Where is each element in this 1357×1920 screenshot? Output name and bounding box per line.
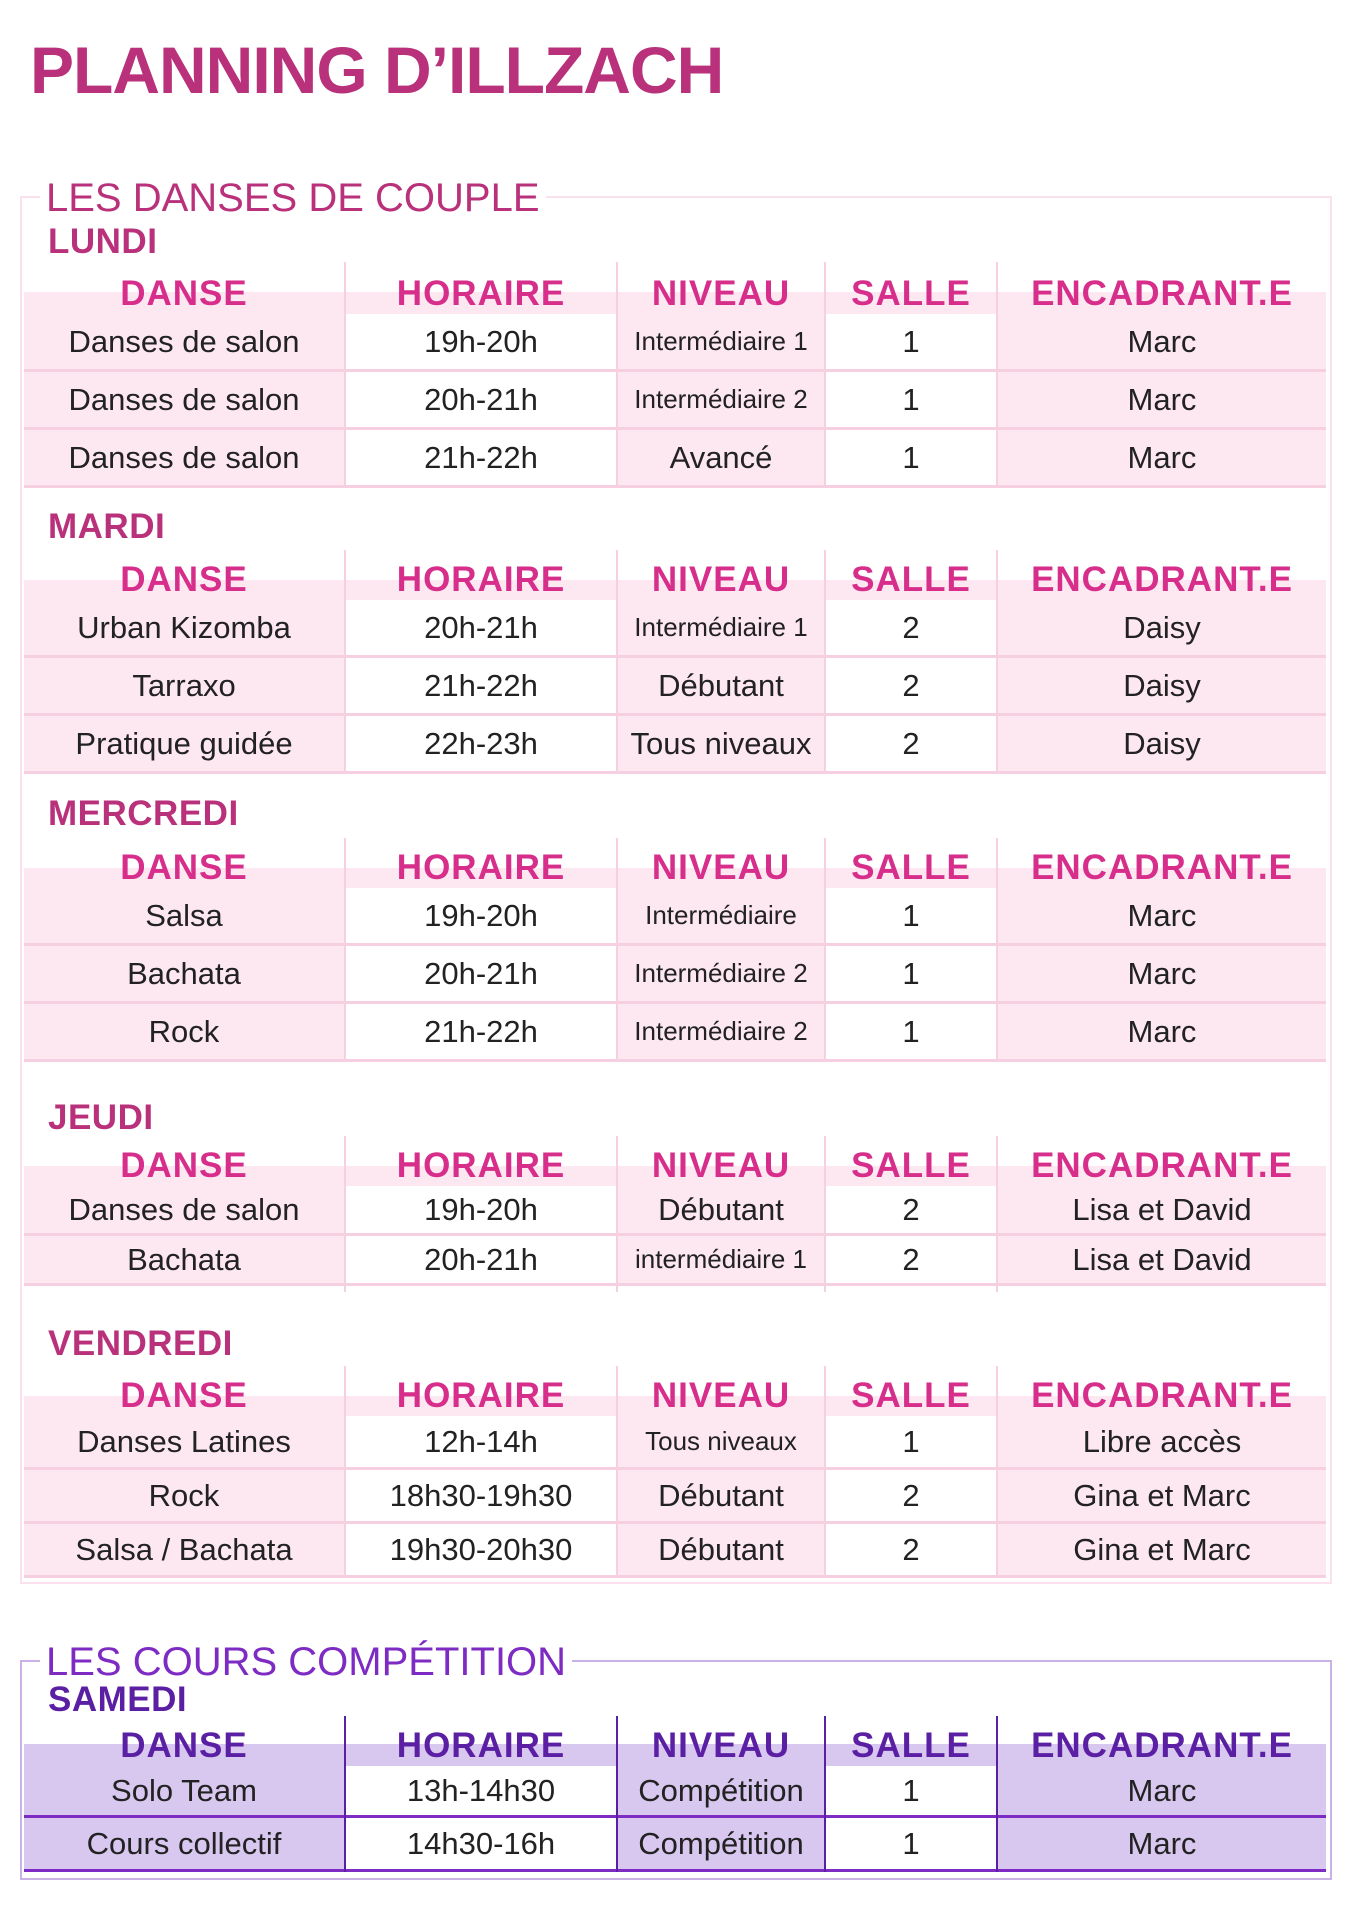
column-divider [824, 1366, 826, 1578]
table-row [24, 1416, 1326, 1470]
column-divider [616, 550, 618, 774]
cell-encadrant: Lisa et David [1072, 1191, 1252, 1227]
day-title-samedi: SAMEDI [48, 1680, 188, 1719]
cell-niveau: Intermédiaire [645, 900, 797, 930]
table-lundi [24, 262, 1326, 488]
table-row [24, 1470, 1326, 1524]
header-niveau: NIVEAU [651, 848, 791, 887]
table-mardi [24, 550, 1326, 776]
table-row [24, 946, 1326, 1004]
cell-niveau: Intermédiaire 2 [634, 384, 808, 414]
day-title-lundi: LUNDI [48, 222, 158, 261]
cell-encadrant: Libre accès [1082, 1423, 1242, 1459]
header-encadrant: ENCADRANT.E [1031, 1726, 1293, 1765]
header-salle: SALLE [851, 560, 971, 599]
cell-horaire: 21h-22h [346, 1004, 616, 1059]
cell-salle: 2 [826, 1186, 996, 1233]
column-divider [344, 262, 346, 488]
header-encadrant: ENCADRANT.E [1031, 560, 1293, 599]
cell-niveau: Intermédiaire 2 [634, 1016, 808, 1046]
column-divider [996, 262, 998, 488]
table-samedi [24, 1716, 1326, 1872]
cell-encadrant: Daisy [1123, 667, 1201, 703]
cell-horaire: 19h30-20h30 [346, 1524, 616, 1575]
cell-encadrant: Gina et Marc [1073, 1531, 1251, 1567]
header-horaire: HORAIRE [396, 274, 566, 313]
column-divider [616, 1136, 618, 1292]
cell-danse: Pratique guidée [75, 725, 293, 761]
cell-niveau: Tous niveaux [630, 725, 812, 761]
header-niveau: NIVEAU [651, 274, 791, 313]
cell-encadrant: Marc [1127, 1013, 1197, 1049]
cell-niveau: Intermédiaire 2 [634, 958, 808, 988]
column-divider [996, 550, 998, 774]
column-divider [996, 838, 998, 1062]
cell-salle: 1 [826, 946, 996, 1001]
column-divider [824, 1136, 826, 1292]
table-row [24, 658, 1326, 716]
column-divider [824, 262, 826, 488]
cell-encadrant: Daisy [1123, 609, 1201, 645]
column-divider [996, 1716, 998, 1872]
table-row [24, 1186, 1326, 1236]
cell-horaire: 19h-20h [346, 888, 616, 943]
cell-danse: Salsa [145, 897, 223, 933]
column-divider [616, 838, 618, 1062]
cell-danse: Danses de salon [68, 1191, 300, 1227]
day-title-mardi: MARDI [48, 507, 166, 546]
cell-niveau: Intermédiaire 1 [634, 326, 808, 356]
table-row [24, 314, 1326, 372]
header-niveau: NIVEAU [651, 560, 791, 599]
page-title: PLANNING D’ILLZACH [30, 33, 724, 107]
cell-horaire: 13h-14h30 [346, 1766, 616, 1815]
column-divider [344, 1136, 346, 1292]
table-row [24, 1004, 1326, 1062]
table-row [24, 1766, 1326, 1818]
cell-salle: 2 [826, 600, 996, 655]
column-divider [616, 1366, 618, 1578]
table-mercredi [24, 838, 1326, 1064]
table-row [24, 600, 1326, 658]
cell-niveau: Débutant [658, 1191, 784, 1227]
header-horaire: HORAIRE [396, 1376, 566, 1415]
cell-horaire: 21h-22h [346, 658, 616, 713]
cell-danse: Danses de salon [68, 323, 300, 359]
cell-danse: Rock [148, 1013, 220, 1049]
table-row [24, 716, 1326, 774]
cell-horaire: 21h-22h [346, 430, 616, 485]
cell-salle: 2 [826, 1236, 996, 1283]
header-horaire: HORAIRE [396, 1726, 566, 1765]
cell-niveau: Débutant [658, 1531, 784, 1567]
cell-horaire: 18h30-19h30 [346, 1470, 616, 1521]
column-divider [616, 1716, 618, 1872]
cell-danse: Danses Latines [77, 1423, 291, 1459]
cell-horaire: 19h-20h [346, 1186, 616, 1233]
header-horaire: HORAIRE [396, 848, 566, 887]
header-salle: SALLE [851, 1376, 971, 1415]
cell-niveau: Débutant [658, 667, 784, 703]
day-title-vendredi: VENDREDI [48, 1324, 233, 1363]
cell-salle: 1 [826, 314, 996, 369]
table-row [24, 888, 1326, 946]
table-row [24, 430, 1326, 488]
cell-horaire: 14h30-16h [346, 1818, 616, 1869]
cell-encadrant: Lisa et David [1072, 1241, 1252, 1277]
cell-encadrant: Marc [1127, 1772, 1197, 1808]
column-divider [824, 838, 826, 1062]
cell-horaire: 20h-21h [346, 600, 616, 655]
cell-salle: 1 [826, 1766, 996, 1815]
header-danse: DANSE [120, 1726, 248, 1765]
cell-horaire: 20h-21h [346, 946, 616, 1001]
column-divider [344, 1716, 346, 1872]
cell-danse: Rock [148, 1477, 220, 1513]
cell-niveau: Tous niveaux [645, 1426, 797, 1456]
column-divider [344, 1366, 346, 1578]
cell-salle: 2 [826, 716, 996, 771]
header-horaire: HORAIRE [396, 1146, 566, 1185]
cell-danse: Tarraxo [132, 667, 236, 703]
header-danse: DANSE [120, 1376, 248, 1415]
header-encadrant: ENCADRANT.E [1031, 1376, 1293, 1415]
cell-salle: 1 [826, 1004, 996, 1059]
table-row [24, 372, 1326, 430]
cell-salle: 1 [826, 372, 996, 427]
header-danse: DANSE [120, 560, 248, 599]
header-danse: DANSE [120, 848, 248, 887]
column-divider [824, 1716, 826, 1872]
cell-danse: Bachata [127, 955, 241, 991]
cell-salle: 1 [826, 430, 996, 485]
table-row [24, 1524, 1326, 1578]
column-divider [344, 550, 346, 774]
column-divider [824, 550, 826, 774]
cell-niveau: Compétition [638, 1772, 804, 1808]
header-encadrant: ENCADRANT.E [1031, 274, 1293, 313]
cell-danse: Cours collectif [86, 1825, 282, 1861]
column-divider [616, 262, 618, 488]
cell-danse: Solo Team [111, 1772, 257, 1808]
header-niveau: NIVEAU [651, 1146, 791, 1185]
section-title-competition: LES COURS COMPÉTITION [40, 1638, 572, 1686]
cell-encadrant: Daisy [1123, 725, 1201, 761]
cell-horaire: 12h-14h [346, 1416, 616, 1467]
header-horaire: HORAIRE [396, 560, 566, 599]
cell-salle: 1 [826, 1416, 996, 1467]
cell-danse: Salsa / Bachata [75, 1531, 293, 1567]
header-danse: DANSE [120, 274, 248, 313]
cell-niveau: Intermédiaire 1 [634, 612, 808, 642]
table-row [24, 1236, 1326, 1286]
cell-niveau: Compétition [638, 1825, 804, 1861]
header-encadrant: ENCADRANT.E [1031, 848, 1293, 887]
day-title-mercredi: MERCREDI [48, 794, 239, 833]
table-jeudi [24, 1136, 1326, 1292]
table-row [24, 1818, 1326, 1872]
cell-encadrant: Marc [1127, 955, 1197, 991]
cell-horaire: 22h-23h [346, 716, 616, 771]
cell-niveau: Avancé [669, 439, 773, 475]
section-title-couple: LES DANSES DE COUPLE [40, 174, 546, 222]
cell-salle: 2 [826, 1470, 996, 1521]
header-niveau: NIVEAU [651, 1726, 791, 1765]
header-salle: SALLE [851, 1146, 971, 1185]
column-divider [996, 1136, 998, 1292]
cell-encadrant: Marc [1127, 897, 1197, 933]
header-niveau: NIVEAU [651, 1376, 791, 1415]
cell-horaire: 19h-20h [346, 314, 616, 369]
header-encadrant: ENCADRANT.E [1031, 1146, 1293, 1185]
header-salle: SALLE [851, 848, 971, 887]
cell-encadrant: Marc [1127, 439, 1197, 475]
cell-encadrant: Marc [1127, 381, 1197, 417]
cell-horaire: 20h-21h [346, 372, 616, 427]
cell-salle: 1 [826, 888, 996, 943]
cell-niveau: intermédiaire 1 [635, 1244, 807, 1274]
day-title-jeudi: JEUDI [48, 1098, 154, 1137]
column-divider [996, 1366, 998, 1578]
cell-niveau: Débutant [658, 1477, 784, 1513]
column-divider [344, 838, 346, 1062]
header-salle: SALLE [851, 274, 971, 313]
table-vendredi [24, 1366, 1326, 1578]
cell-danse: Bachata [127, 1241, 241, 1277]
cell-salle: 2 [826, 1524, 996, 1575]
cell-horaire: 20h-21h [346, 1236, 616, 1283]
cell-encadrant: Marc [1127, 1825, 1197, 1861]
cell-salle: 2 [826, 658, 996, 713]
cell-danse: Urban Kizomba [77, 609, 291, 645]
cell-salle: 1 [826, 1818, 996, 1869]
header-danse: DANSE [120, 1146, 248, 1185]
cell-encadrant: Gina et Marc [1073, 1477, 1251, 1513]
cell-danse: Danses de salon [68, 439, 300, 475]
cell-danse: Danses de salon [68, 381, 300, 417]
cell-encadrant: Marc [1127, 323, 1197, 359]
header-salle: SALLE [851, 1726, 971, 1765]
